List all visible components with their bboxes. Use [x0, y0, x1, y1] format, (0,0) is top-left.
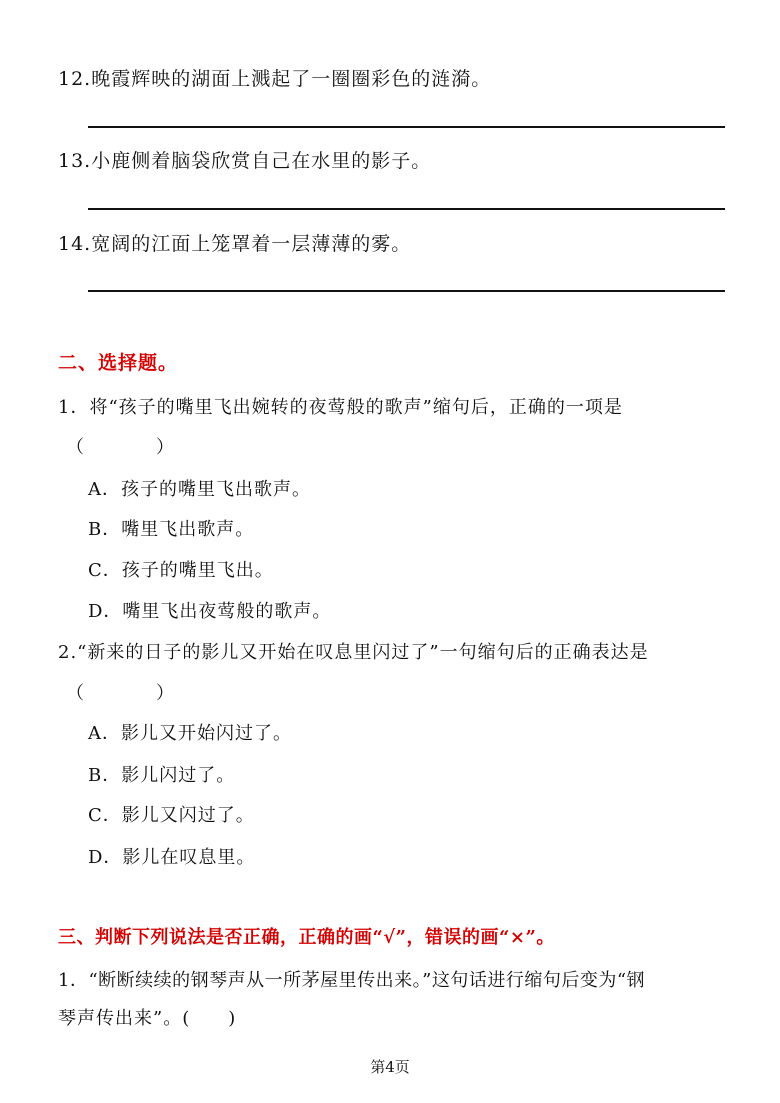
option-d: D．影儿在叹息里。	[88, 847, 256, 868]
item-number: 12.	[58, 68, 92, 90]
question-3-1-line-1: 1．“断断续续的钢琴声从一所茅屋里传出来。”这句话进行缩句后变为“钢	[58, 970, 646, 991]
rewrite-item-12	[58, 64, 491, 91]
option-d: D．嘴里飞出夜莺般的歌声。	[88, 601, 332, 622]
section-2-title: 二、选择题。	[58, 352, 179, 374]
option-c: C．影儿又闪过了。	[88, 805, 255, 826]
answer-line-14[interactable]	[88, 290, 725, 292]
rewrite-item-14	[58, 229, 411, 256]
question-2-2-stem: 2.“新来的日子的影儿又开始在叹息里闪过了”一句缩句后的正确表达是	[58, 642, 649, 663]
item-number: 13.	[58, 150, 92, 172]
option-a: A．孩子的嘴里飞出歌声。	[88, 479, 311, 500]
item-text: 晚霞辉映的湖面上溅起了一圈圈彩色的涟漪。	[91, 68, 492, 90]
option-c: C．孩子的嘴里飞出。	[88, 560, 274, 581]
option-b: B．影儿闪过了。	[88, 765, 236, 786]
option-b: B．嘴里飞出歌声。	[88, 519, 255, 540]
question-3-1-line-2: 琴声传出来”。( )	[58, 1008, 237, 1029]
item-number: 14.	[58, 233, 92, 255]
item-text: 宽阔的江面上笼罩着一层薄薄的雾。	[91, 233, 412, 255]
answer-line-12[interactable]	[88, 126, 725, 128]
rewrite-item-13	[58, 146, 431, 173]
item-text: 小鹿侧着脑袋欣赏自己在水里的影子。	[91, 150, 432, 172]
answer-line-13[interactable]	[88, 208, 725, 210]
option-a: A．影儿又开始闪过了。	[88, 723, 292, 744]
question-2-1-answer-paren[interactable]: （ ）	[66, 437, 174, 458]
page-number: 第4页	[370, 1058, 410, 1076]
question-2-2-answer-paren[interactable]: （ ）	[66, 683, 174, 704]
question-2-1-stem: 1．将“孩子的嘴里飞出婉转的夜莺般的歌声”缩句后，正确的一项是	[58, 397, 623, 418]
section-3-title: 三、判断下列说法是否正确，正确的画“√”，错误的画“×”。	[58, 927, 555, 948]
